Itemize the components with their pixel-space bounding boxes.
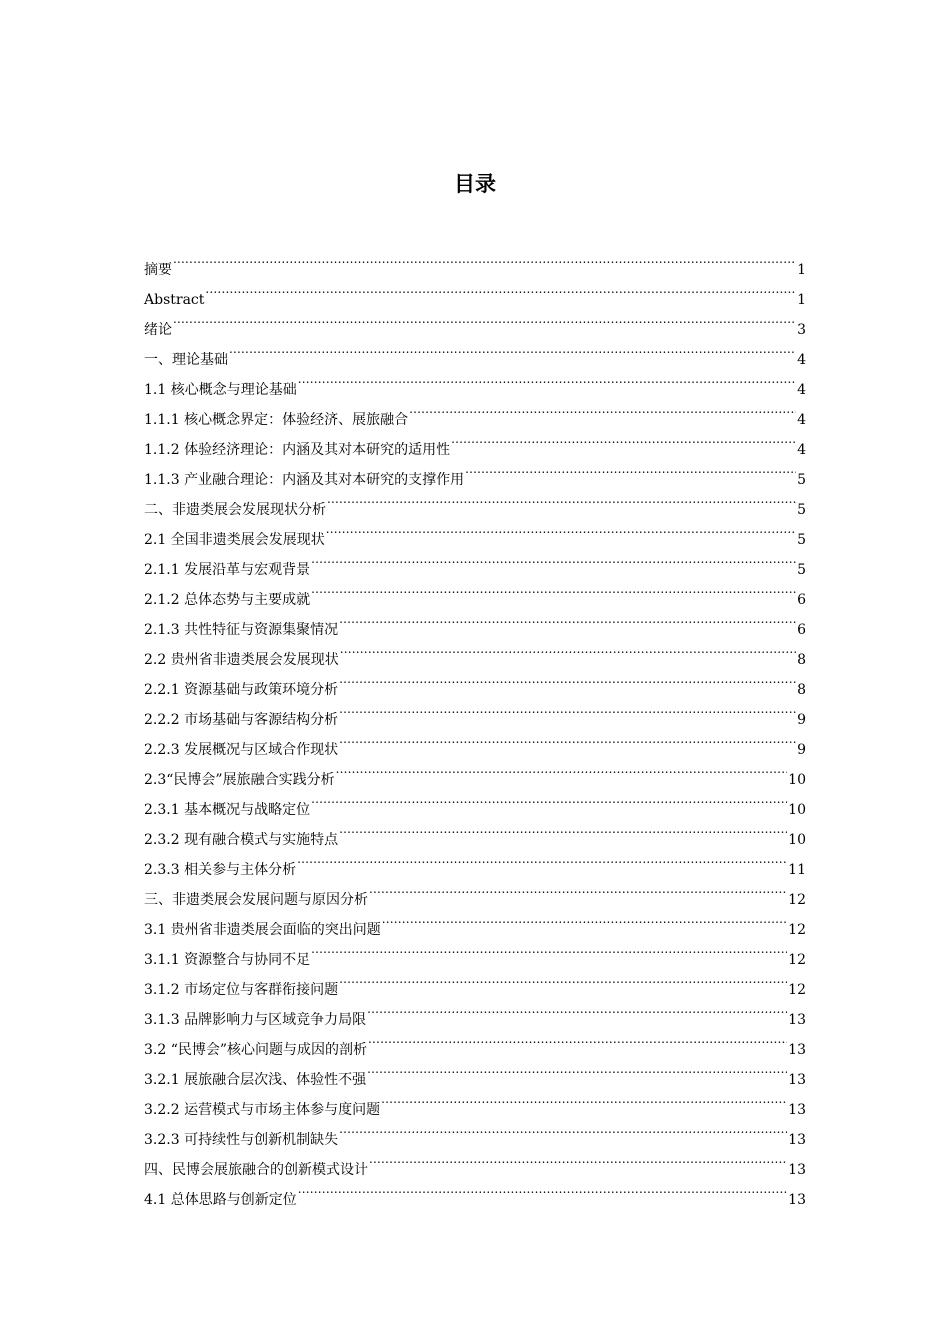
toc-entry-page-number: 11	[788, 862, 806, 878]
toc-entry-page-number: 5	[797, 532, 806, 548]
toc-entry-page-number: 12	[788, 952, 806, 968]
toc-dot-leader	[311, 784, 787, 814]
toc-entry-page-number: 13	[788, 1072, 806, 1088]
toc-entry-label: 2.3.1 基本概况与战略定位	[144, 802, 311, 818]
toc-entry-label: 2.1.2 总体态势与主要成就	[144, 592, 311, 608]
toc-entry-page-number: 13	[788, 1162, 806, 1178]
toc-entry-page-number: 6	[797, 622, 806, 638]
toc-entry-label: 3.2 “民博会”核心问题与成因的剖析	[144, 1042, 368, 1058]
toc-entry-page-number: 4	[797, 442, 806, 458]
toc-entry[interactable]	[144, 304, 806, 338]
toc-entry-page-number: 12	[788, 922, 806, 938]
toc-dot-leader	[339, 664, 796, 694]
toc-entry-label: 3.1 贵州省非遗类展会面临的突出问题	[144, 922, 381, 938]
toc-dot-leader	[326, 514, 796, 544]
toc-dot-leader	[382, 904, 787, 934]
toc-entry-label: 2.1.3 共性特征与资源集聚情况	[144, 622, 339, 638]
toc-entry-label: 绪论	[144, 322, 172, 338]
toc-entry-label: 2.2.1 资源基础与政策环境分析	[144, 682, 339, 698]
toc-entry-label: 2.3“民博会”展旅融合实践分析	[144, 772, 335, 788]
toc-title: 目录	[454, 172, 496, 196]
toc-list	[144, 244, 806, 1208]
toc-dot-leader	[173, 304, 796, 334]
toc-entry-label: 四、民博会展旅融合的创新模式设计	[144, 1162, 368, 1178]
toc-entry-label: 2.2 贵州省非遗类展会发展现状	[144, 652, 339, 668]
toc-entry-page-number: 13	[788, 1132, 806, 1148]
toc-dot-leader	[367, 1054, 787, 1084]
toc-entry-label: 3.2.2 运营模式与市场主体参与度问题	[144, 1102, 381, 1118]
toc-entry-page-number: 13	[788, 1012, 806, 1028]
toc-entry-page-number: 9	[797, 712, 806, 728]
toc-entry-label: 2.3.3 相关参与主体分析	[144, 862, 297, 878]
toc-dot-leader	[298, 364, 796, 394]
toc-dot-leader	[409, 394, 796, 424]
toc-entry-label: 1.1.1 核心概念界定：体验经济、展旅融合	[144, 412, 409, 428]
toc-entry-label: 3.2.1 展旅融合层次浅、体验性不强	[144, 1072, 367, 1088]
toc-entry-page-number: 5	[797, 472, 806, 488]
toc-entry-page-number: 13	[788, 1102, 806, 1118]
toc-entry-label: 2.1.1 发展沿革与宏观背景	[144, 562, 311, 578]
toc-dot-leader	[173, 244, 796, 274]
toc-entry-label: 1.1.2 体验经济理论：内涵及其对本研究的适用性	[144, 442, 451, 458]
toc-entry-page-number: 8	[797, 682, 806, 698]
toc-dot-leader	[327, 484, 796, 514]
toc-dot-leader	[339, 694, 796, 724]
toc-entry-label: Abstract	[144, 292, 205, 308]
toc-entry-page-number: 10	[788, 802, 806, 818]
toc-entry-label: 1.1.3 产业融合理论：内涵及其对本研究的支撑作用	[144, 472, 465, 488]
toc-entry-label: 4.1 总体思路与创新定位	[144, 1192, 297, 1208]
toc-entry-page-number: 5	[797, 562, 806, 578]
toc-entry-page-number: 10	[788, 832, 806, 848]
toc-entry-page-number: 13	[788, 1042, 806, 1058]
toc-entry-label: 三、非遗类展会发展问题与原因分析	[144, 892, 368, 908]
toc-entry[interactable]	[144, 364, 806, 398]
toc-entry-page-number: 10	[788, 772, 806, 788]
toc-entry-page-number: 12	[788, 892, 806, 908]
toc-entry-label: 2.3.2 现有融合模式与实施特点	[144, 832, 339, 848]
toc-entry-label: 摘要	[144, 262, 172, 278]
toc-entry-label: 2.1 全国非遗类展会发展现状	[144, 532, 325, 548]
toc-dot-leader	[229, 334, 796, 364]
toc-entry-label: 3.1.2 市场定位与客群衔接问题	[144, 982, 339, 998]
toc-dot-leader	[381, 1084, 787, 1114]
toc-dot-leader	[367, 994, 787, 1024]
toc-dot-leader	[297, 844, 787, 874]
toc-entry-label: 2.2.2 市场基础与客源结构分析	[144, 712, 339, 728]
toc-entry-page-number: 3	[797, 322, 806, 338]
toc-dot-leader	[339, 964, 787, 994]
toc-entry-page-number: 5	[797, 502, 806, 518]
toc-dot-leader	[340, 634, 796, 664]
toc-dot-leader	[339, 724, 796, 754]
toc-dot-leader	[311, 574, 796, 604]
toc-dot-leader	[369, 874, 787, 904]
toc-entry[interactable]	[144, 334, 806, 368]
toc-entry-label: 2.2.3 发展概况与区域合作现状	[144, 742, 339, 758]
toc-dot-leader	[339, 1114, 787, 1144]
toc-dot-leader	[339, 814, 787, 844]
toc-dot-leader	[465, 454, 796, 484]
toc-dot-leader	[451, 424, 796, 454]
toc-dot-leader	[311, 544, 796, 574]
toc-entry-page-number: 1	[797, 262, 806, 278]
toc-dot-leader	[369, 1144, 787, 1174]
toc-entry-page-number: 9	[797, 742, 806, 758]
toc-entry-page-number: 8	[797, 652, 806, 668]
toc-entry-label: 3.1.1 资源整合与协同不足	[144, 952, 311, 968]
toc-entry-label: 二、非遗类展会发展现状分析	[144, 502, 326, 518]
toc-entry-page-number: 4	[797, 352, 806, 368]
toc-dot-leader	[205, 274, 796, 304]
toc-entry-page-number: 4	[797, 412, 806, 428]
toc-entry-page-number: 13	[788, 1192, 806, 1208]
toc-entry-page-number: 1	[797, 292, 806, 308]
toc-entry-label: 3.1.3 品牌影响力与区域竞争力局限	[144, 1012, 367, 1028]
toc-entry-label: 3.2.3 可持续性与创新机制缺失	[144, 1132, 339, 1148]
toc-entry-page-number: 4	[797, 382, 806, 398]
toc-dot-leader	[311, 934, 787, 964]
toc-entry-page-number: 12	[788, 982, 806, 998]
toc-entry[interactable]	[144, 274, 806, 308]
toc-dot-leader	[368, 1024, 787, 1054]
toc-entry-label: 1.1 核心概念与理论基础	[144, 382, 297, 398]
toc-entry[interactable]	[144, 244, 806, 278]
toc-dot-leader	[339, 604, 796, 634]
toc-entry-page-number: 6	[797, 592, 806, 608]
toc-dot-leader	[336, 754, 788, 784]
toc-dot-leader	[298, 1174, 787, 1204]
toc-entry-label: 一、理论基础	[144, 352, 228, 368]
